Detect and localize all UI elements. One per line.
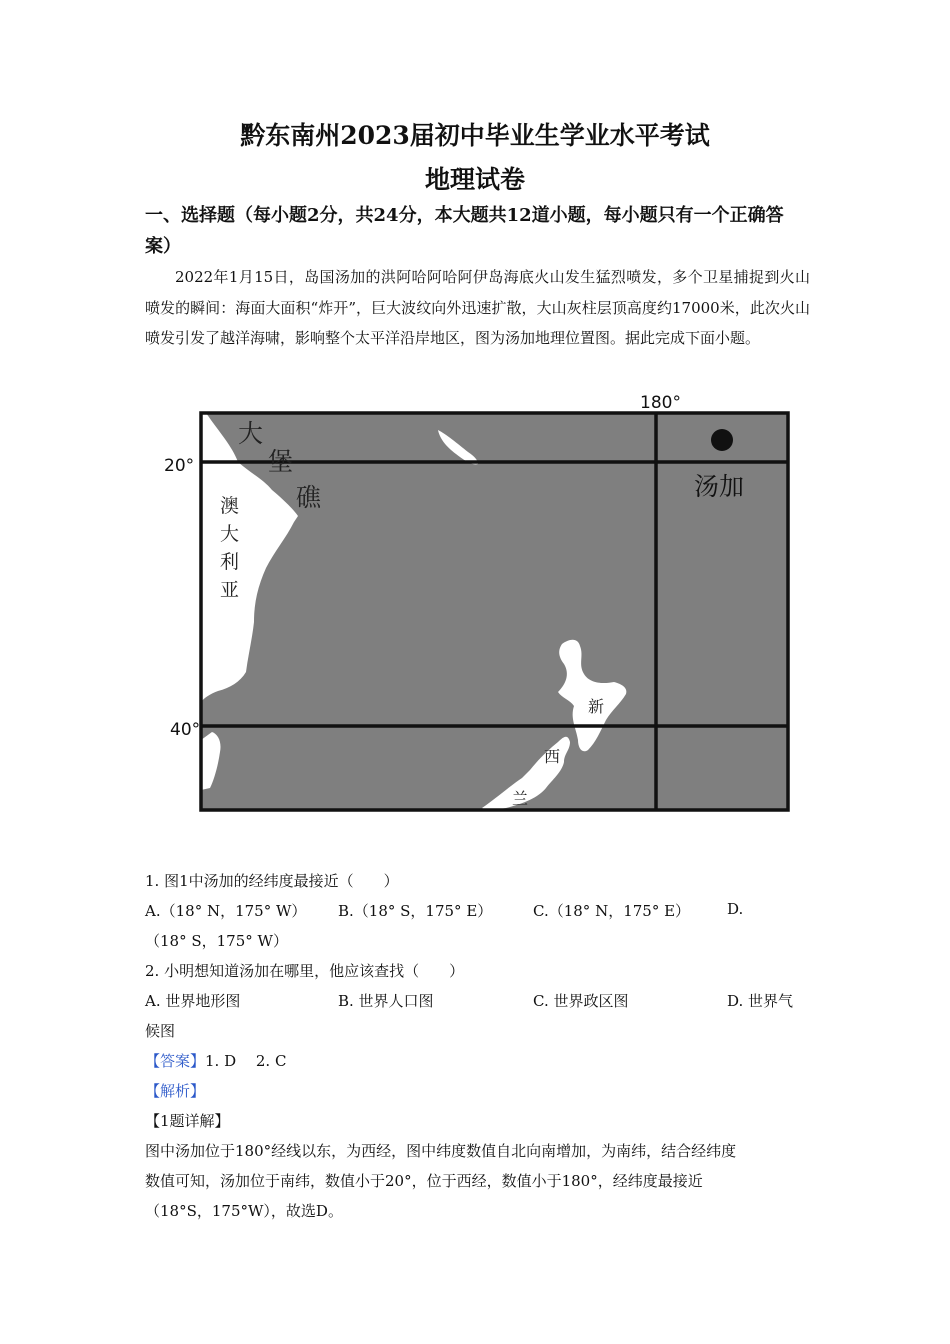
nz-label-3: 兰 (512, 789, 529, 808)
q2-option-d-cont: 候图 (145, 1022, 176, 1040)
answer-line (145, 1050, 286, 1071)
australia-label-3: 利 (220, 551, 240, 573)
section-heading: 一、选择题（每小题2分，共24分，本大题共12道小题，每小题只有一个正确答案） (145, 205, 784, 257)
tonga-location-map (160, 388, 800, 818)
question-1-stem: 1. 图1中汤加的经纬度最接近（ ） (145, 872, 399, 890)
reef-label-3: 礁 (296, 483, 322, 512)
passage-text: 2022年1月15日，岛国汤加的洪阿哈阿哈阿伊岛海底火山发生猛烈喷发，多个卫星捕捉到火山喷发的瞬间：海面大面积“炸开”，巨大波纹向外迅速扩散，大山灰柱层顶高度约17000米，此次火山喷发引发了越洋海啸，影响整个太平洋沿岸地区，图为汤加地理位置图。据此完成下面小题。 (145, 268, 810, 347)
q1-option-d-cont: （18° S，175° W） (145, 932, 288, 950)
lat-40-label: 40° (170, 720, 201, 740)
lon-180-label: 180° (640, 393, 681, 413)
q2-option-c: C. 世界政区图 (533, 992, 629, 1010)
question-2-stem: 2. 小明想知道汤加在哪里，他应该查找（ ） (145, 962, 465, 980)
q1-option-b: B.（18° S，175° E） (338, 902, 493, 920)
exam-title: 黔东南州2023届初中毕业生学业水平考试 (240, 121, 710, 150)
exam-subtitle: 地理试卷 (424, 165, 525, 194)
lat-20-label: 20° (164, 456, 195, 476)
detail-line-3: （18°S，175°W），故选D。 (145, 1202, 343, 1220)
q2-option-d-prefix: D. 世界气 (727, 992, 794, 1010)
q2-option-b: B. 世界人口图 (338, 992, 434, 1010)
answer-text: 1. D 2. C (205, 1052, 287, 1070)
australia-label-2: 大 (220, 523, 240, 545)
reef-label-1: 大 (238, 419, 264, 448)
tonga-marker (711, 429, 733, 451)
reef-label-2: 堡 (268, 447, 294, 476)
detail-line-2: 数值可知，汤加位于南纬，数值小于20°，位于西经，数值小于180°，经纬度最接近 (145, 1172, 703, 1190)
nz-label-1: 新 (588, 697, 605, 716)
q1-option-d-prefix: D. (727, 900, 744, 918)
analysis-tag: 【解析】 (145, 1082, 206, 1100)
nz-label-2: 西 (544, 747, 561, 766)
tonga-label: 汤加 (694, 472, 745, 501)
detail-line-1: 图中汤加位于180°经线以东，为西经，图中纬度数值自北向南增加，为南纬，结合经纬度 (145, 1142, 737, 1160)
answer-tag: 【答案】 (145, 1052, 206, 1070)
q2-option-a: A. 世界地形图 (145, 992, 241, 1010)
q1-option-c: C.（18° N，175° E） (533, 902, 691, 920)
q1-option-a: A.（18° N，175° W） (145, 902, 307, 920)
detail-tag: 【1题详解】 (145, 1112, 230, 1130)
australia-label-4: 亚 (220, 579, 240, 601)
australia-label-1: 澳 (220, 495, 240, 517)
